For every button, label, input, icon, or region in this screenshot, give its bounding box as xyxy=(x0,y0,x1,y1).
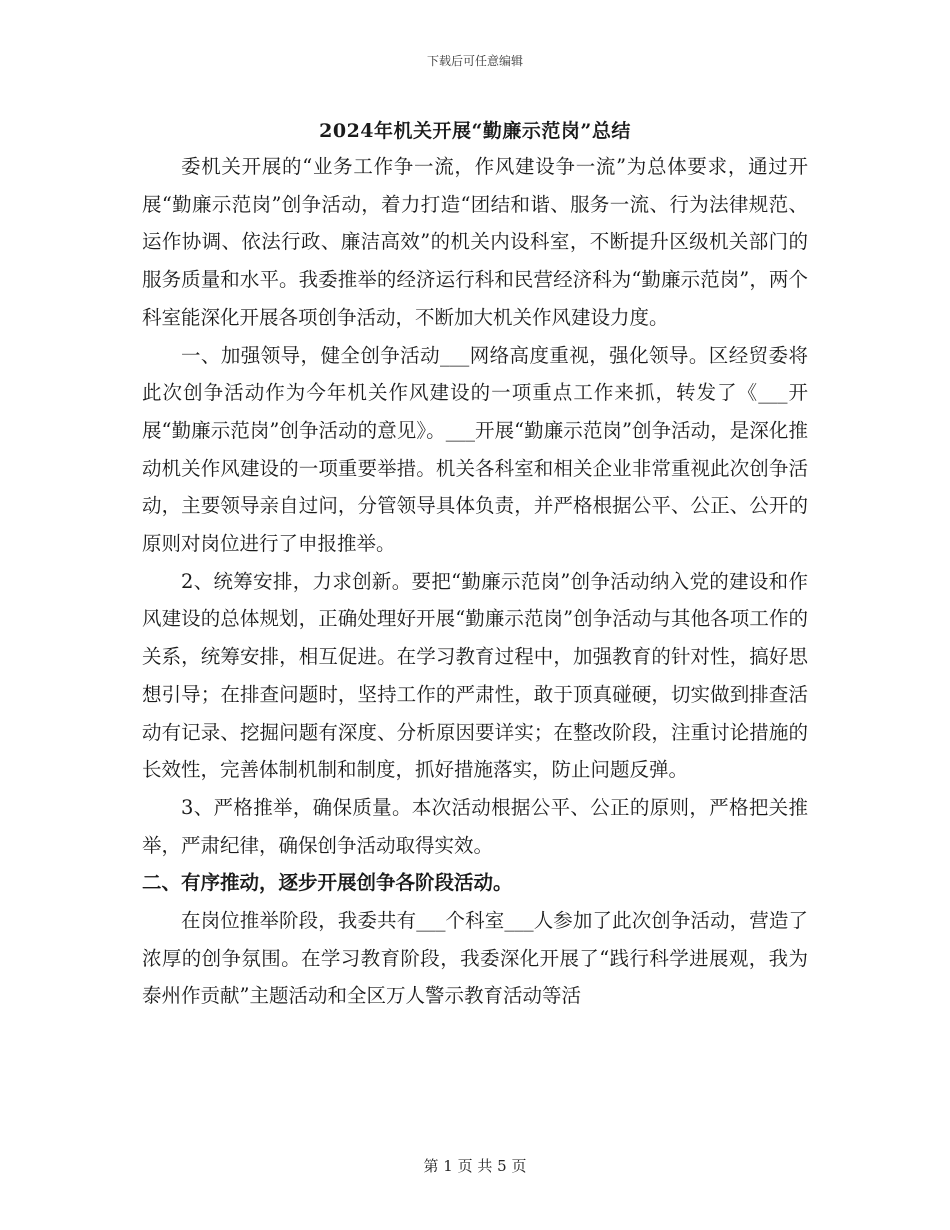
paragraph-section-2: 在岗位推举阶段，我委共有___个科室___人参加了此次创争活动，营造了浓厚的创争氛围。在学习教育阶段，我委深化开展了“践行科学进展观，我为泰州作贡献”主题活动和全区万人警示教育活动等活 xyxy=(142,909,808,1008)
page-number: 第 1 页 共 5 页 xyxy=(423,1157,527,1175)
paragraph-item-3: 3、严格推举，确保质量。本次活动根据公平、公正的原则，严格把关推举，严肃纪律，确保创争活动取得实效。 xyxy=(142,795,808,857)
paragraph-intro: 委机关开展的“业务工作争一流，作风建设争一流”为总体要求，通过开展“勤廉示范岗”创争活动，着力打造“团结和谐、服务一流、行为法律规范、运作协调、依法行政、廉洁高效”的机关内设科室，不断提升区级机关部门的服务质量和水平。我委推举的经济运行科和民营经济科为“勤廉示范岗”，两个科室能深化开展各项创争活动，不断加大机关作风建设力度。 xyxy=(142,155,808,329)
header-note: 下载后可任意编辑 xyxy=(426,54,523,68)
document-title: 2024年机关开展“勤廉示范岗”总结 xyxy=(319,120,631,142)
paragraph-section-1: 一、加强领导，健全创争活动___网络高度重视，强化领导。区经贸委将此次创争活动作为今年机关作风建设的一项重点工作来抓，转发了《___开展“勤廉示范岗”创争活动的意见》。___开展“勤廉示范岗”创争活动，是深化推动机关作风建设的一项重要举措。机关各科室和相关企业非常重视此次创争活动，主要领导亲自过问，分管领导具体负责，并严格根据公平、公正、公开的原则对岗位进行了申报推举。 xyxy=(142,343,808,556)
paragraph-item-2: 2、统筹安排，力求创新。要把“勤廉示范岗”创争活动纳入党的建设和作风建设的总体规划，正确处理好开展“勤廉示范岗”创争活动与其他各项工作的关系，统筹安排，相互促进。在学习教育过程中，加强教育的针对性，搞好思想引导；在排查问题时，坚持工作的严肃性，敢于顶真碰硬，切实做到排查活动有记录、挖掘问题有深度、分析原因要详实；在整改阶段，注重讨论措施的长效性，完善体制机制和制度，抓好措施落实，防止问题反弹。 xyxy=(142,569,808,782)
document-body xyxy=(142,148,808,1015)
section-heading-2: 二、有序推动，逐步开展创争各阶段活动。 xyxy=(142,871,513,895)
